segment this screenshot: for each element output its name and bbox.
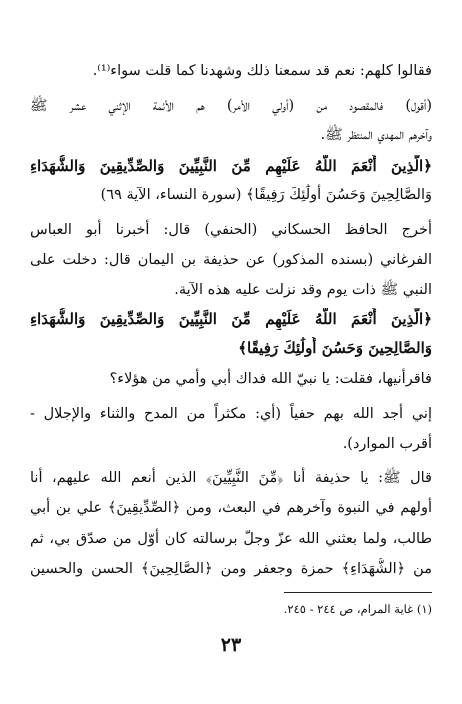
text-line-7: الفرغاني (بسنده المذكور) عن حذيفة بن اليمان قال: دخلت على — [30, 252, 432, 268]
text-line-16: طالب، ولما بعثني الله عزّ وجلّ برسالته كان أوّل من صدّق بي، ثم — [30, 531, 432, 547]
quran-verse-line-1: ﴿الَّذِينَ أَنْعَمَ اللَّهُ عَلَيْهِم مِّنَ النَّبِيِّينَ وَالصِّدِّيقِينَ وَالشُّهَدَاءِ — [30, 157, 432, 175]
footnote: (١) غاية المرام، ص ٢٤٤ - ٢٤٥. — [283, 602, 432, 616]
text-line-15: أولهم في النبوة وآخرهم في البعث، ومن ﴿الصِّدِّيقِينَ﴾ علي بن أبي — [30, 500, 432, 516]
quran-verse-line-3: ﴿الَّذِينَ أَنْعَمَ اللَّهُ عَلَيْهِم مِّنَ النَّبِيِّينَ وَالصِّدِّيقِينَ وَالشُّهَدَاءِ — [30, 310, 432, 328]
text-line-11: فاقرأنيها، فقلت: يا نبيّ الله فداك أبي وأمي من هؤلاء؟ — [109, 371, 432, 387]
text-line-13: أقرب الموارد). — [342, 436, 432, 452]
quran-verse-line-4: وَالصَّالِحِينَ وَحَسُنَ أُولَٰئِكَ رَفِيقًا﴾ — [238, 339, 432, 357]
text-line-14: قال ﷺ: يا حذيفة أنا ﴿مِّنَ النَّبِيِّينَ﴾ الذين أنعم الله عليهم، أنا — [30, 470, 432, 486]
text-line-8: النبي ﷺ ذات يوم وقد نزلت عليه هذه الآية. — [174, 282, 432, 298]
footnote-divider — [284, 592, 432, 593]
text-line-12: إني أجد الله بهم حفياً (أي: مكثراً من المدح والثناء والإجلال - — [30, 406, 432, 422]
text-line-3: وآخرهم المهدي المنتظر ﷺ. — [320, 127, 432, 143]
text-line-6: أخرج الحافظ الحسكاني (الحنفي) قال: أخبرنا أبو العباس — [30, 222, 432, 238]
text-line-17: من ﴿الشُّهَدَاءِ﴾ حمزة وجعفر ومن ﴿الصَّالِحِينَ﴾ الحسن والحسين — [30, 561, 432, 577]
quran-verse-line-2: وَالصَّالِحِينَ وَحَسُنَ أُولَٰئِكَ رَفِيقًا﴾ (سورة النساء، الآية ٦٩) — [100, 187, 432, 203]
text-line-1: فقالوا كلهم: نعم قد سمعنا ذلك وشهدنا كما قلت سواء⁽¹⁾. — [92, 63, 432, 79]
text-line-2: (أقول) فالمقصود من (أولي الأمر) هم الأئمة الإثني عشر ﷺ — [30, 98, 432, 114]
page-number: ٢٣ — [220, 634, 242, 656]
